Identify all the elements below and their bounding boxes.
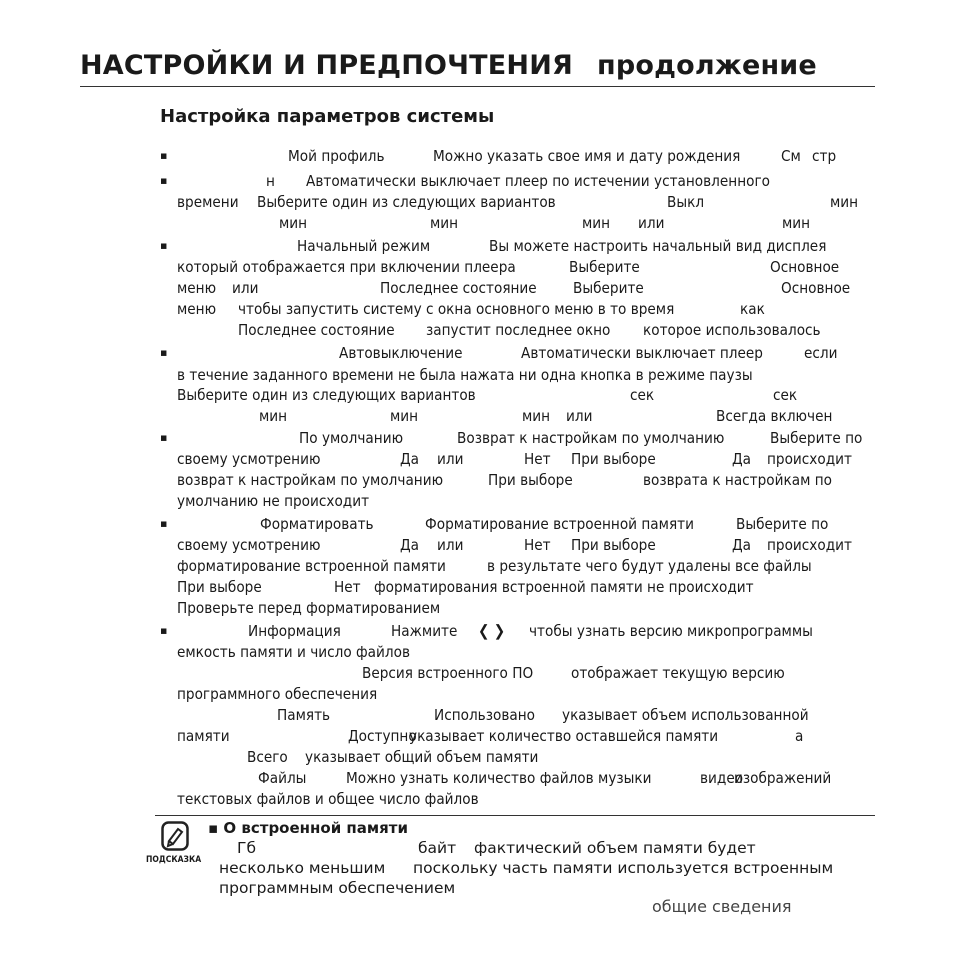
item-text-segment: мин — [830, 193, 859, 211]
item-text-segment: запустит последнее окно — [426, 321, 611, 339]
item-text-segment: Вы можете настроить начальный вид дисплея — [489, 237, 827, 255]
tip-divider — [155, 815, 875, 816]
item-text-segment: или — [566, 407, 593, 425]
item-text-segment: Начальный режим — [297, 237, 431, 255]
item-text-segment: мин — [390, 407, 419, 425]
tip-label: ПОДСКАЗКА — [146, 855, 202, 865]
item-text-segment: Нет — [524, 450, 551, 468]
page-title — [80, 50, 817, 81]
item-text-segment: Да — [400, 536, 420, 554]
item-text-segment: отображает текущую версию — [571, 664, 785, 682]
item-text-segment: Информация — [248, 622, 341, 640]
item-text-segment: н — [266, 172, 275, 190]
bullet-marker: ▪ — [160, 517, 168, 530]
item-text-segment: меню — [177, 279, 217, 297]
item-text-segment: чтобы узнать версию микропрограммы — [529, 622, 813, 640]
tip-text-segment: фактический объем памяти будет — [474, 839, 756, 857]
item-text-segment: мин — [582, 214, 611, 232]
item-text-segment: Автоматически выключает плеер — [521, 344, 763, 362]
item-text-segment: Автовыключение — [339, 344, 463, 362]
bullet-marker: ▪ — [160, 624, 168, 637]
item-text-segment: Можно указать свое имя и дату рождения — [433, 147, 741, 165]
item-text-segment: Форматирование встроенной памяти — [425, 515, 694, 533]
item-text-segment: Последнее состояние — [238, 321, 395, 339]
item-text-segment: или — [638, 214, 665, 232]
title-divider — [80, 86, 875, 87]
title-main: НАСТРОЙКИ И ПРЕДПОЧТЕНИЯ — [80, 50, 574, 81]
item-text-segment: Да — [400, 450, 420, 468]
item-text-segment: указывает объем использованной — [562, 706, 809, 724]
item-text-segment: или — [437, 536, 464, 554]
item-text-segment: Доступно — [348, 727, 417, 745]
item-text-segment: Память — [277, 706, 331, 724]
item-text-segment: По умолчанию — [299, 429, 404, 447]
item-text-segment: Выкл — [667, 193, 705, 211]
item-text-segment: емкость памяти и число файлов — [177, 643, 411, 661]
item-text-segment: Основное — [781, 279, 851, 297]
item-text-segment: Всегда включен — [716, 407, 833, 425]
tip-text-segment: программным обеспечением — [219, 879, 456, 897]
item-text-segment: возврата к настройкам по — [643, 471, 832, 489]
item-text-segment: сек — [630, 386, 655, 404]
item-text-segment: сек — [773, 386, 798, 404]
item-text-segment: меню — [177, 300, 217, 318]
item-text-segment: При выборе — [571, 450, 656, 468]
item-text-segment: Версия встроенного ПО — [362, 664, 534, 682]
item-text-segment: мин — [430, 214, 459, 232]
item-text-segment: Да — [732, 450, 752, 468]
item-text-segment: своему усмотрению — [177, 536, 321, 554]
item-text-segment: чтобы запустить систему с окна основного меню в то время — [238, 300, 675, 318]
item-text-segment: Выберите по — [736, 515, 829, 533]
item-text-segment: Выберите — [569, 258, 640, 276]
item-text-segment: форматирование встроенной памяти — [177, 557, 446, 575]
item-text-segment: указывает общий объем памяти — [305, 748, 539, 766]
tip-heading: ▪ О встроенной памяти — [208, 819, 409, 837]
item-text-segment: Нажмите — [391, 622, 458, 640]
item-text-segment: См — [781, 147, 801, 165]
item-text-segment: Проверьте перед форматированием — [177, 599, 441, 617]
item-text-segment: текстовых файлов и общее число файлов — [177, 790, 479, 808]
item-text-segment: в результате чего будут удалены все файлы — [487, 557, 812, 575]
item-text-segment: Последнее состояние — [380, 279, 537, 297]
tip-text-segment: поскольку часть памяти используется встроенным — [413, 859, 834, 877]
item-text-segment: Форматировать — [260, 515, 374, 533]
item-text-segment: Возврат к настройкам по умолчанию — [457, 429, 725, 447]
item-text-segment: происходит — [767, 450, 852, 468]
item-text-segment: времени — [177, 193, 239, 211]
item-text-segment: мин — [522, 407, 551, 425]
bullet-marker: ▪ — [160, 239, 168, 252]
item-text-segment: который отображается при включении плеера — [177, 258, 516, 276]
item-text-segment: изображений — [734, 769, 832, 787]
item-text-segment: которое использовалось — [643, 321, 821, 339]
item-text-segment: или — [232, 279, 259, 297]
item-text-segment: программного обеспечения — [177, 685, 378, 703]
item-text-segment: умолчанию не происходит — [177, 492, 370, 510]
item-text-segment: Файлы — [258, 769, 307, 787]
item-text-segment: При выборе — [488, 471, 573, 489]
item-text-segment: Выберите один из следующих вариантов — [177, 386, 476, 404]
title-continuation: продолжение — [597, 50, 817, 81]
item-text-segment: форматирования встроенной памяти не происходит — [374, 578, 754, 596]
item-text-segment: своему усмотрению — [177, 450, 321, 468]
item-text-segment: Мой профиль — [288, 147, 385, 165]
tip-text-segment: Гб — [237, 839, 257, 857]
item-text-segment: мин — [279, 214, 308, 232]
item-text-segment: Выберите — [573, 279, 644, 297]
item-text-segment: возврат к настройкам по умолчанию — [177, 471, 444, 489]
bullet-marker: ▪ — [160, 431, 168, 444]
item-text-segment: мин — [259, 407, 288, 425]
item-text-segment: Выберите по — [770, 429, 863, 447]
bullet-marker: ▪ — [160, 174, 168, 187]
item-text-segment: происходит — [767, 536, 852, 554]
item-text-segment: Основное — [770, 258, 840, 276]
item-text-segment: Использовано — [434, 706, 535, 724]
item-text-segment: При выборе — [571, 536, 656, 554]
item-text-segment: как — [740, 300, 765, 318]
section-title: Настройка параметров системы — [160, 106, 495, 127]
item-text-segment: Выберите один из следующих вариантов — [257, 193, 556, 211]
item-text-segment: Да — [732, 536, 752, 554]
item-text-segment: Нет — [334, 578, 361, 596]
item-text-segment: указывает количество оставшейся памяти — [409, 727, 719, 745]
item-text-segment: Всего — [247, 748, 288, 766]
bullet-marker: ▪ — [160, 149, 168, 162]
item-text-segment: если — [804, 344, 838, 362]
item-text-segment: или — [437, 450, 464, 468]
tip-text-segment: байт — [418, 839, 457, 857]
item-text-segment: Нет — [524, 536, 551, 554]
item-text-segment: видео — [700, 769, 744, 787]
item-text-segment: стр — [812, 147, 837, 165]
item-text-segment: При выборе — [177, 578, 262, 596]
item-text-segment: Автоматически выключает плеер по истечении установленного — [306, 172, 770, 190]
tip-text-segment: несколько меньшим — [219, 859, 386, 877]
footer-section-name: общие сведения — [652, 897, 792, 916]
item-text-segment: Можно узнать количество файлов музыки — [346, 769, 652, 787]
item-text-segment: ❮ ❯ — [478, 622, 506, 640]
item-text-segment: а — [795, 727, 804, 745]
hint-pencil-icon — [161, 821, 189, 851]
item-text-segment: памяти — [177, 727, 230, 745]
bullet-marker: ▪ — [160, 346, 168, 359]
item-text-segment: мин — [782, 214, 811, 232]
item-text-segment: в течение заданного времени не была нажата ни одна кнопка в режиме паузы — [177, 366, 753, 384]
